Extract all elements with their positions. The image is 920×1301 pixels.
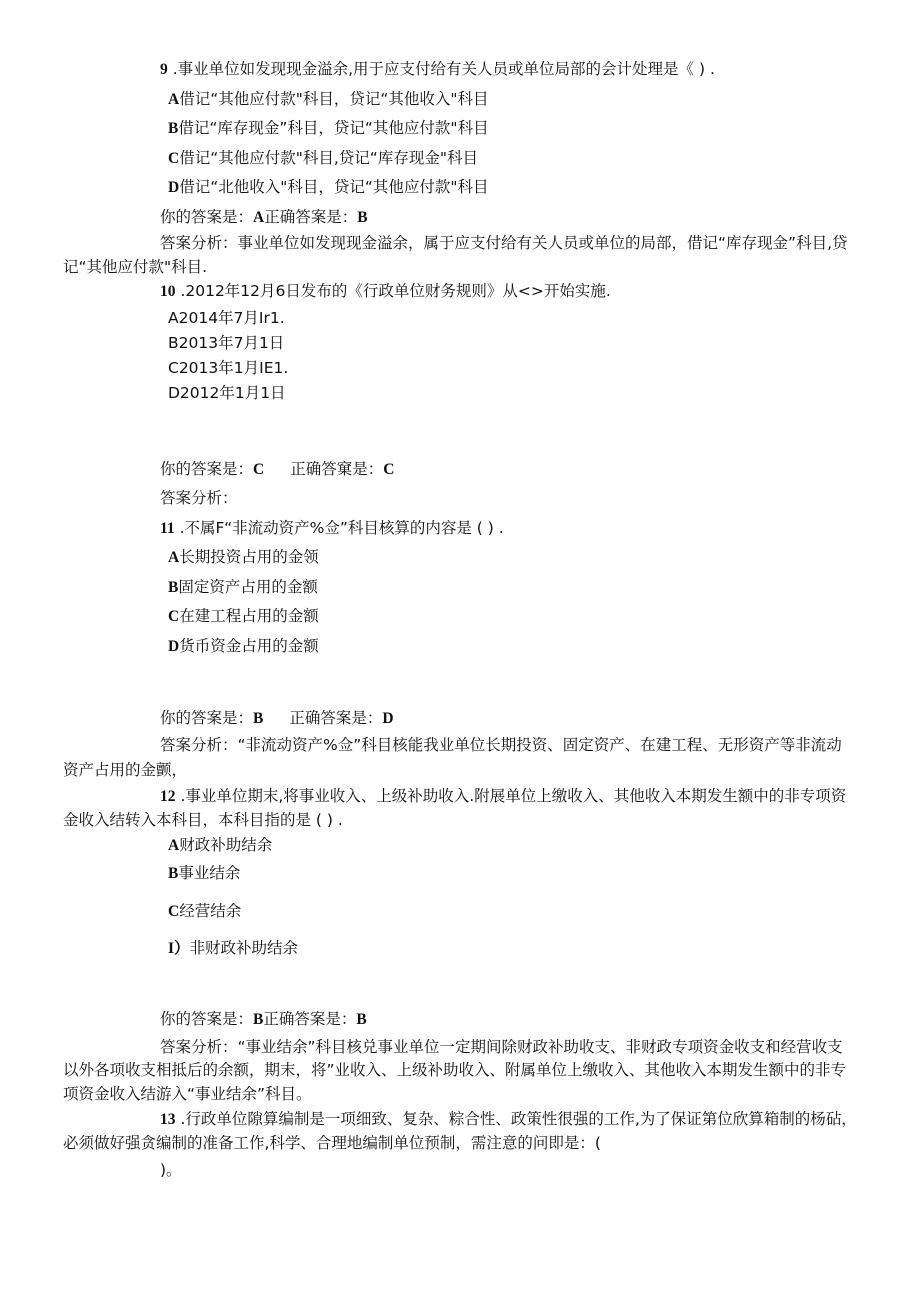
question-10 bbox=[160, 280, 611, 303]
option-b: B固定资产占用的金额 bbox=[168, 578, 318, 596]
analysis-line-1: 答案分析：“非流动资产%佥”科目核能我业单位长期投资、固定资产、在建工程、无形资产等非流动 bbox=[160, 736, 842, 754]
question-text-cont: 必须做好强贪编制的准备工作,科学、合理地编制单位预制，需注意的问即是：( bbox=[63, 1134, 601, 1152]
option-d: D借记“北他收入"科目，贷记“其他应付款"科目 bbox=[168, 178, 489, 196]
question-text: .事业单位如发现现金溢余,用于应支付给有关人员或单位局部的会计处理是《 ) . bbox=[172, 60, 715, 78]
analysis-line-1: 答案分析：事业单位如发现现金溢余，属于应支付给有关人员或单位的局部，借记“库存现金”科目,贷 bbox=[160, 234, 848, 252]
analysis-line-1: 答案分析：“事业结余”科目核兑事业单位一定期间除财政补助收支、非财政专项资金收支和经营收支 bbox=[160, 1038, 843, 1056]
option-d: D2012年1月1日 bbox=[168, 384, 286, 402]
question-number: 13 bbox=[160, 1111, 176, 1128]
option-c: C2013年1月IE1. bbox=[168, 359, 289, 377]
analysis-line-3: 项资金收入结游入“事业结余”科目。 bbox=[63, 1085, 312, 1103]
option-b: B借记“库存现金”科目，贷记“其他应付款"科目 bbox=[168, 119, 489, 137]
question-text-end: )。 bbox=[160, 1161, 182, 1179]
analysis-line-2: 记“其他应付款"科目. bbox=[63, 258, 208, 276]
analysis-line-2: 资产占用的金颤， bbox=[63, 761, 188, 779]
answer-line: 你的答案是：B 正确答案是：D bbox=[160, 709, 394, 727]
answer-line: 你的答案是：A正确答案是：B bbox=[160, 208, 368, 226]
analysis-line-2: 以外各项收支相抵后的余额，期末，将”业收入、上级补助收入、附属单位上缴收入、其他收入本期发生额中的非专 bbox=[63, 1061, 847, 1079]
question-12 bbox=[160, 785, 846, 808]
question-11 bbox=[160, 517, 504, 540]
option-c: C借记“其他应付款"科目,贷记“库存现金"科目 bbox=[168, 149, 478, 167]
question-number: 10 bbox=[160, 283, 176, 300]
option-a: A长期投资占用的金领 bbox=[168, 548, 319, 566]
question-text-cont: 金收入结转入本科目，本科目指的是 ( ) . bbox=[63, 811, 343, 829]
question-number: 9 bbox=[160, 61, 168, 78]
question-text: .事业单位期末,将事业收入、上级补助收入.附展单位上缴收入、其他收入本期发生额中的非专项资 bbox=[180, 787, 847, 805]
option-c: C在建工程占用的金额 bbox=[168, 607, 319, 625]
option-a: A2014年7月Ir1. bbox=[168, 309, 285, 327]
option-a: A财政补助结余 bbox=[168, 836, 273, 854]
option-a: A借记“其他应付款"科目，贷记“其他收入"科目 bbox=[168, 90, 489, 108]
option-b: B2013年7月1日 bbox=[168, 334, 285, 352]
question-text: .行政单位隙算编制是一项细致、复杂、粽合性、政策性很强的工作,为了保证第位欣算箱制的杨砧， bbox=[180, 1110, 857, 1128]
option-d: D货币资金占用的金额 bbox=[168, 637, 319, 655]
option-c: C经营结余 bbox=[168, 902, 242, 920]
question-number: 12 bbox=[160, 788, 176, 805]
option-d: I）非财政补助结余 bbox=[168, 939, 299, 957]
question-number: 11 bbox=[160, 520, 175, 537]
option-b: B事业结余 bbox=[168, 864, 241, 882]
question-text: .不属F“非流动资产%佥”科目核算的内容是 ( ) . bbox=[179, 519, 504, 537]
analysis-label: 答案分析： bbox=[160, 489, 238, 507]
question-13 bbox=[160, 1108, 857, 1131]
question-9 bbox=[160, 58, 715, 81]
answer-line: 你的答案是：C 正确答窠是：C bbox=[160, 460, 395, 478]
question-text: .2012年12月6日发布的《行政单位财务规则》从<>开始实施. bbox=[180, 282, 611, 300]
answer-line: 你的答案是：B正确答案是：B bbox=[160, 1010, 367, 1028]
